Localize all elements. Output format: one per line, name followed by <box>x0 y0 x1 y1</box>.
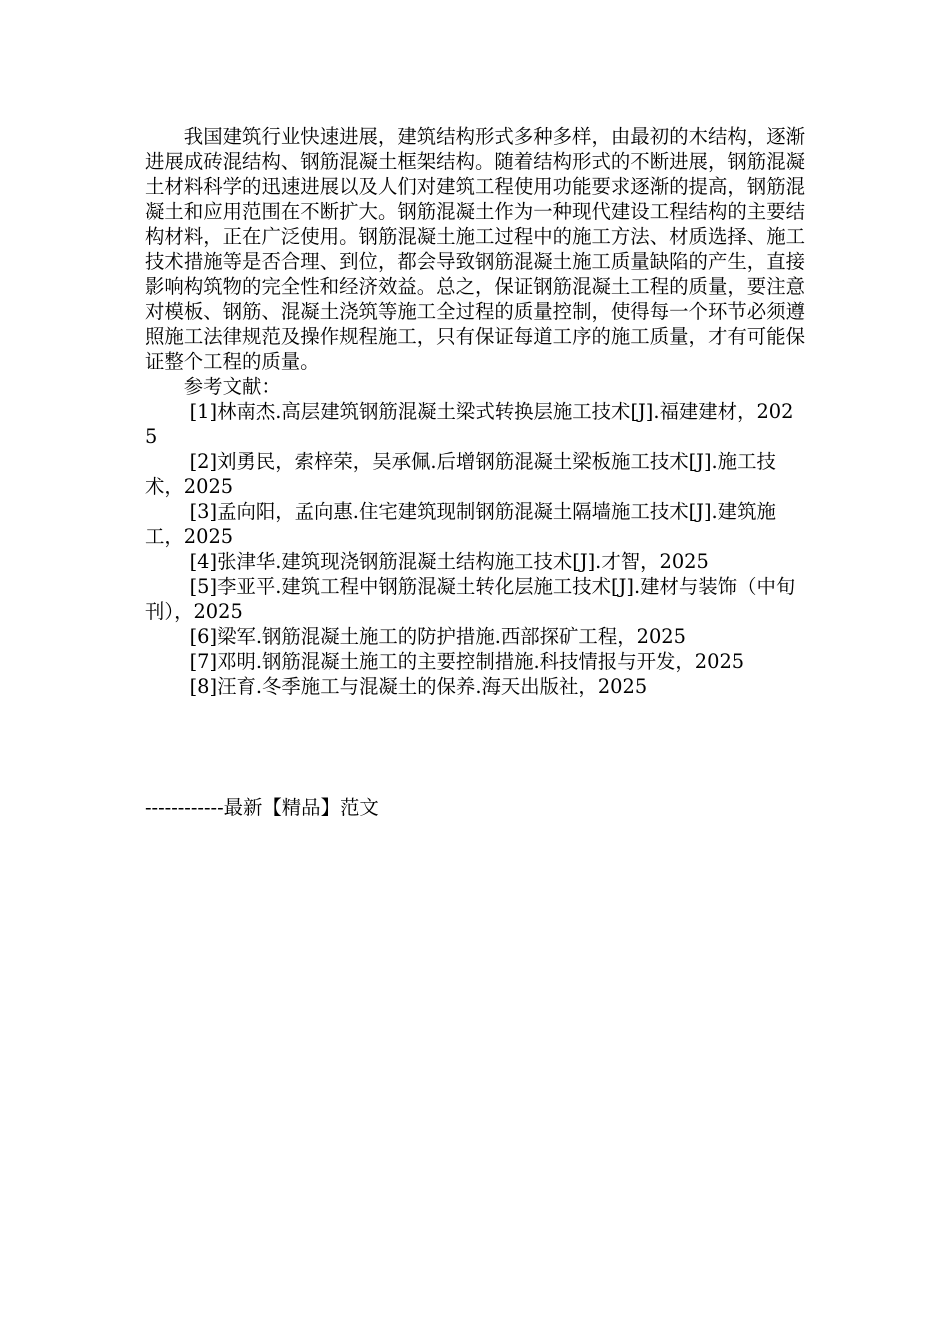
reference-item: [8]汪育.冬季施工与混凝土的保养.海天出版社，2025 <box>189 675 648 698</box>
reference-item: [6]梁军.钢筋混凝土施工的防护措施.西部探矿工程，2025 <box>189 625 686 648</box>
reference-item: [4]张津华.建筑现浇钢筋混凝土结构施工技术[J].才智，2025 <box>189 550 709 573</box>
body-paragraph: 我国建筑行业快速进展，建筑结构形式多种多样，由最初的木结构，逐渐进展成砖混结构、钢筋混凝土框架结构。随着结构形式的不断进展，钢筋混凝土材料科学的迅速进展以及人们对建筑工程使用功能要求逐渐的提高，钢筋混凝土和应用范围在不断扩大。钢筋混凝土作为一种现代建设工程结构的主要结构材料，正在广泛使用。钢筋混凝土施工过程中的施工方法、材质选择、施工技术措施等是否合理、到位，都会导致钢筋混凝土施工质量缺陷的产生，直接影响构筑物的完全性和经济效益。总之，保证钢筋混凝土工程的质量，要注意对模板、钢筋、混凝土浇筑等施工全过程的质量控制，使得每一个环节必须遵照施工法律规范及操作规程施工，只有保证每道工序的施工质量，才有可能保证整个工程的质量。 <box>145 125 805 373</box>
reference-item: [1]林南杰.高层建筑钢筋混凝土梁式转换层施工技术[J].福建建材，2025 <box>145 400 794 448</box>
references-heading: 参考文献： <box>183 375 281 398</box>
reference-item: [3]孟向阳，孟向惠.住宅建筑现制钢筋混凝土隔墙施工技术[J].建筑施工，2025 <box>145 500 776 548</box>
reference-list <box>145 399 805 699</box>
footer-tagline: ------------最新【精品】范文 <box>145 796 379 819</box>
reference-item: [7]邓明.钢筋混凝土施工的主要控制措施.科技情报与开发，2025 <box>189 650 745 673</box>
reference-item: [5]李亚平.建筑工程中钢筋混凝土转化层施工技术[J].建材与装饰（中旬刊），2025 <box>145 575 796 623</box>
reference-item: [2]刘勇民，索梓荣，吴承佩.后增钢筋混凝土梁板施工技术[J].施工技术，2025 <box>145 450 776 498</box>
document-page <box>145 124 805 699</box>
